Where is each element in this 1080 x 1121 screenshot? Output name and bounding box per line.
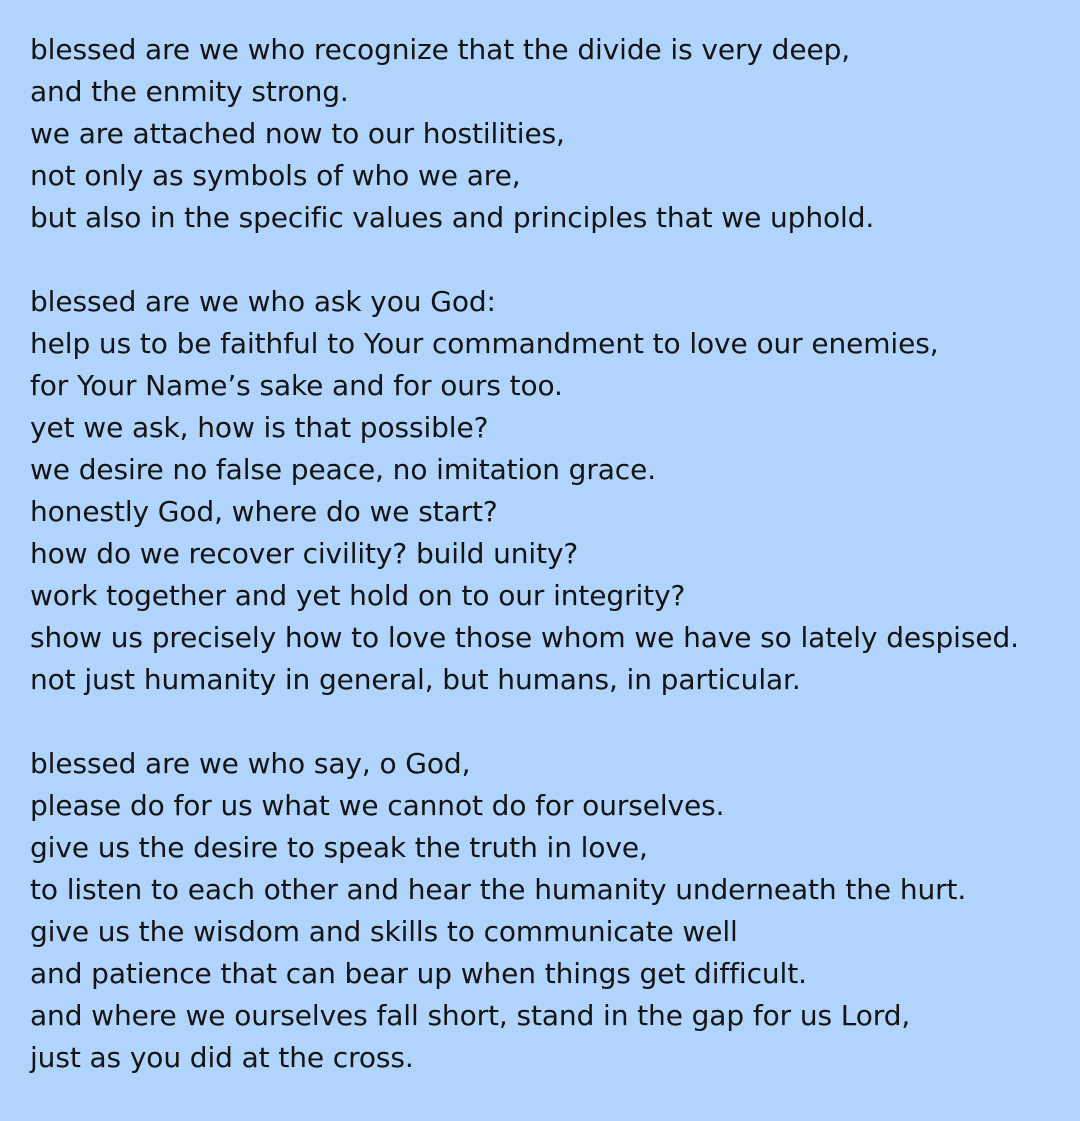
poem-line: we desire no false peace, no imitation grace.: [30, 453, 657, 486]
poem-line: give us the desire to speak the truth in love,: [30, 831, 648, 864]
poem-line: we are attached now to our hostilities,: [30, 117, 565, 150]
poem-line: blessed are we who ask you God:: [30, 285, 496, 318]
poem-line: honestly God, where do we start?: [30, 495, 498, 528]
poem-text: [30, 29, 1070, 1121]
poem-line: but also in the specific values and principles that we uphold.: [30, 201, 875, 234]
poem-line: and where we ourselves fall short, stand in the gap for us Lord,: [30, 999, 911, 1032]
stanza-2: [30, 281, 1070, 701]
poem-line: for Your Name’s sake and for ours too.: [30, 369, 563, 402]
poem-line: to listen to each other and hear the humanity underneath the hurt.: [30, 873, 967, 906]
stanza-1: [30, 29, 1070, 239]
poem-line: how do we recover civility? build unity?: [30, 537, 579, 570]
stanza-3: [30, 743, 1070, 1079]
poem-line: work together and yet hold on to our integrity?: [30, 579, 686, 612]
poem-line: and the enmity strong.: [30, 75, 349, 108]
poem-line: not just humanity in general, but humans, in particular.: [30, 663, 801, 696]
poem-line: please do for us what we cannot do for ourselves.: [30, 789, 725, 822]
poem-line: give us the wisdom and skills to communicate well: [30, 915, 738, 948]
poem-line: yet we ask, how is that possible?: [30, 411, 489, 444]
poem-line: just as you did at the cross.: [30, 1041, 414, 1074]
poem-line: blessed are we who recognize that the divide is very deep,: [30, 33, 851, 66]
poem-line: not only as symbols of who we are,: [30, 159, 521, 192]
poem-line: and patience that can bear up when things get difficult.: [30, 957, 807, 990]
poem-line: show us precisely how to love those whom we have so lately despised.: [30, 621, 1019, 654]
poem-line: help us to be faithful to Your commandment to love our enemies,: [30, 327, 939, 360]
poem-line: blessed are we who say, o God,: [30, 747, 471, 780]
